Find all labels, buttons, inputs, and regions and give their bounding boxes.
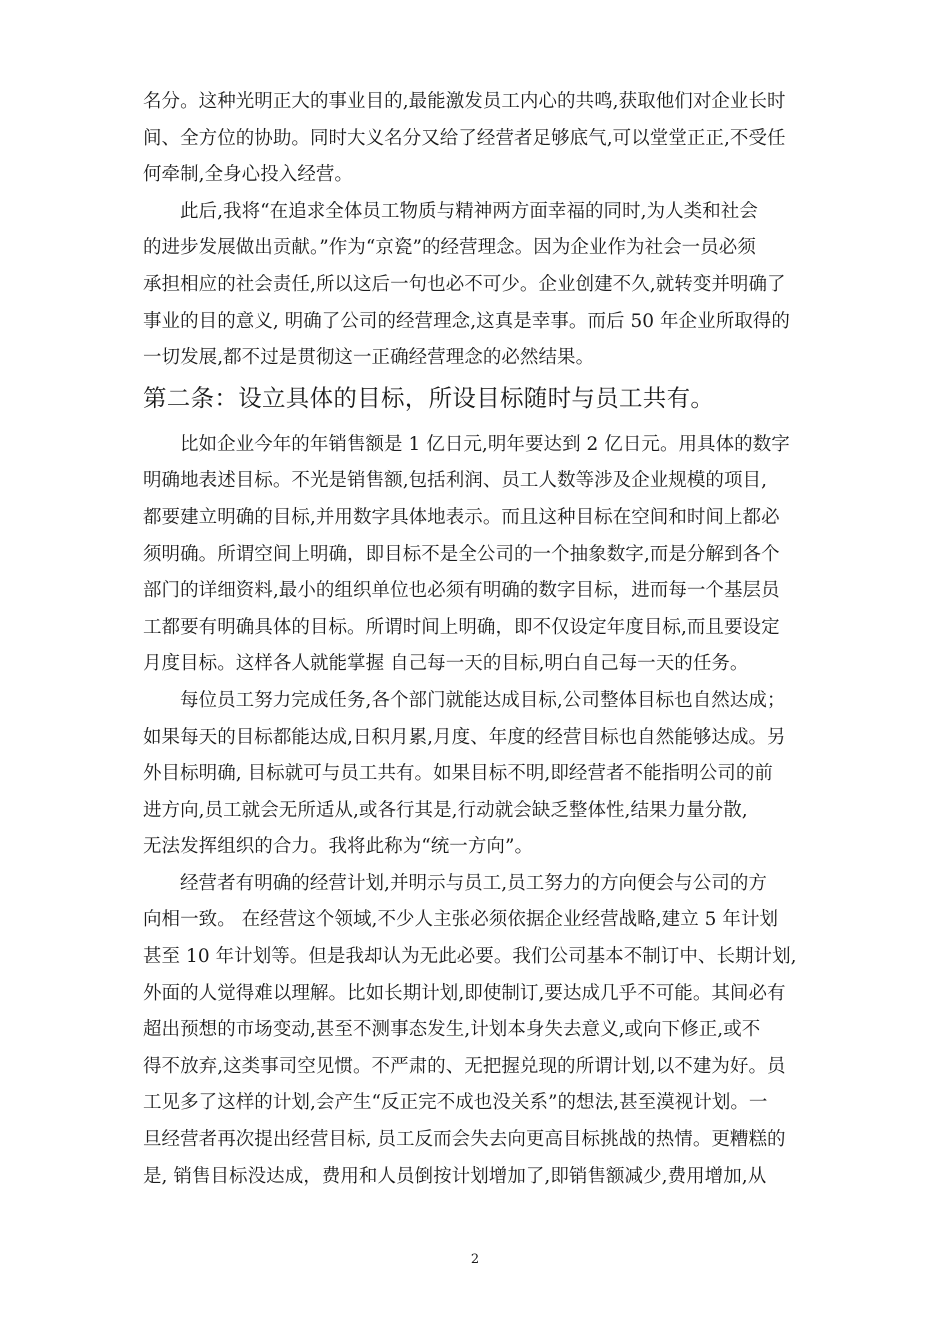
page-content — [143, 84, 806, 1195]
section-heading: 第二条：设立具体的目标，所设目标随时与员工共有。 — [143, 383, 715, 412]
text-line: 月度目标。这样各人就能掌握 自己每一天的目标,明白自己每一天的任务。 — [143, 653, 749, 675]
text-line: 经营者有明确的经营计划,并明示与员工,员工努力的方向便会与公司的方 — [180, 872, 767, 894]
text-line: 此后,我将“在追求全体员工物质与精神两方面幸福的同时,为人类和社会 — [180, 200, 758, 222]
text-line: 都要建立明确的目标,并用数字具体地表示。而且这种目标在空间和时间上都必 — [143, 506, 780, 528]
text-line: 进方向,员工就会无所适从,或各行其是,行动就会缺乏整体性,结果力量分散, — [143, 799, 748, 821]
text-line: 如果每天的目标都能达成,日积月累,月度、年度的经营目标也自然能够达成。另 — [143, 726, 786, 748]
paragraph — [143, 194, 806, 377]
text-line: 旦经营者再次提出经营目标, 员工反而会失去向更高目标挑战的热情。更糟糕的 — [143, 1129, 786, 1151]
paragraph — [143, 683, 806, 866]
paragraph — [143, 427, 806, 683]
text-line: 外目标明确, 目标就可与员工共有。如果目标不明,即经营者不能指明公司的前 — [143, 763, 773, 785]
text-line: 须明确。所谓空间上明确，即目标不是全公司的一个抽象数字,而是分解到各个 — [143, 543, 780, 565]
text-line: 名分。这种光明正大的事业目的,最能激发员工内心的共鸣,获取他们对企业长时 — [143, 91, 786, 112]
text-line: 明确地表述目标。不光是销售额,包括利润、员工人数等涉及企业规模的项目, — [143, 470, 768, 492]
text-line: 事业的目的意义, 明确了公司的经营理念,这真是幸事。而后 50 年企业所取得的 — [143, 310, 790, 332]
text-line: 部门的详细资料,最小的组织单位也必须有明确的数字目标，进而每一个基层员 — [143, 580, 780, 602]
text-line: 超出预想的市场变动,甚至不测事态发生,计划本身失去意义,或向下修正,或不 — [143, 1019, 761, 1041]
text-line: 承担相应的社会责任,所以这后一句也必不可少。企业创建不久,就转变并明确了 — [143, 273, 786, 295]
text-line: 每位员工努力完成任务,各个部门就能达成目标,公司整体目标也自然达成； — [180, 689, 786, 711]
text-line: 是, 销售目标没达成，费用和人员倒按计划增加了,即销售额减少,费用增加,从 — [143, 1165, 767, 1187]
paragraph — [143, 84, 806, 194]
text-line: 工见多了这样的计划,会产生“反正完不成也没关系”的想法,甚至漠视计划。一 — [143, 1092, 768, 1114]
text-line: 甚至 10 年计划等。但是我却认为无此必要。我们公司基本不制订中、长期计划, — [143, 946, 797, 968]
text-line: 比如企业今年的年销售额是 1 亿日元,明年要达到 2 亿日元。用具体的数字 — [180, 433, 790, 455]
page-number: 2 — [470, 1252, 480, 1267]
text-line: 何牵制,全身心投入经营。 — [143, 164, 353, 186]
text-line: 间、全方位的协助。同时大义名分又给了经营者足够底气,可以堂堂正正,不受任 — [143, 127, 786, 149]
text-line: 外面的人觉得难以理解。比如长期计划,即使制订,要达成几乎不可能。其间必有 — [143, 982, 786, 1004]
paragraph — [143, 866, 806, 1195]
text-line: 的进步发展做出贡献。”作为“京瓷”的经营理念。因为企业作为社会一员必须 — [143, 237, 756, 259]
text-line: 无法发挥组织的合力。我将此称为“统一方向”。 — [143, 836, 534, 858]
text-line: 一切发展,都不过是贯彻这一正确经营理念的必然结果。 — [143, 347, 595, 369]
text-line: 得不放弃,这类事司空见惯。不严肃的、无把握兑现的所谓计划,以不建为好。员 — [143, 1055, 786, 1077]
text-line: 向相一致。 在经营这个领域,不少人主张必须依据企业经营战略,建立 5 年计划 — [143, 909, 779, 931]
text-line: 工都要有明确具体的目标。所谓时间上明确，即不仅设定年度目标,而且要设定 — [143, 616, 780, 638]
